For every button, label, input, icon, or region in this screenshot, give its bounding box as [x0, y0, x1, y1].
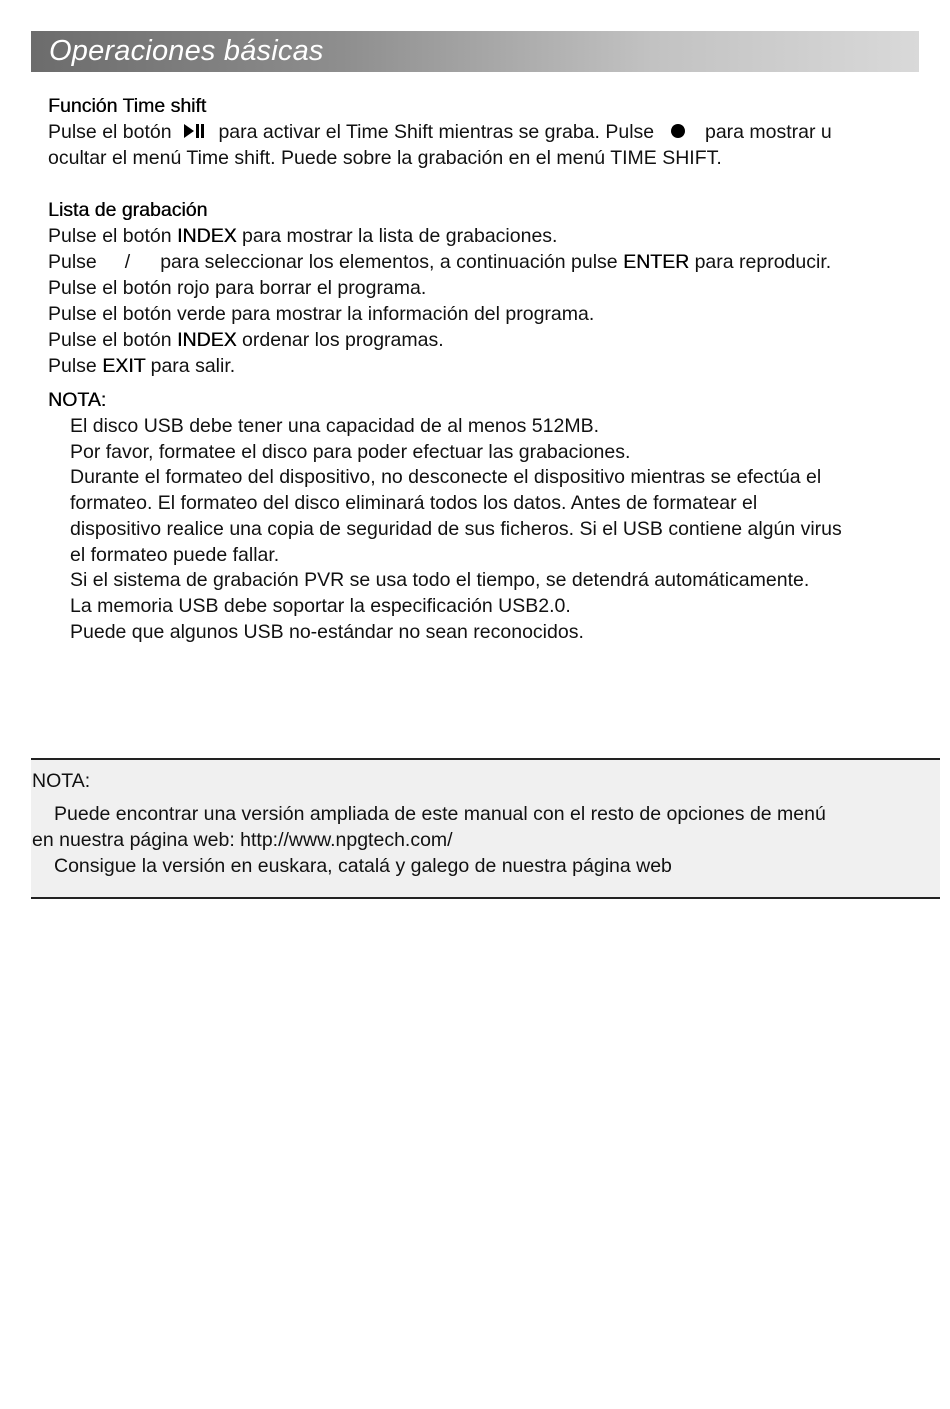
lista-line-1 [48, 224, 557, 248]
lista-line-5 [48, 328, 444, 352]
section-header-bar [31, 31, 919, 72]
timeshift-line-1 [48, 120, 832, 145]
lista-l5-b: ordenar los programas. [236, 329, 444, 351]
lista-l1-b: para mostrar la lista de grabaciones. [236, 225, 558, 247]
timeshift-line-2: ocultar el menú Time shift. Puede sobre la grabación en el menú TIME SHIFT. [48, 147, 722, 169]
nota-line: Puede que algunos USB no-estándar no sean reconocidos. [70, 621, 584, 643]
nota-line: Por favor, formatee el disco para poder efectuar las grabaciones. [70, 441, 631, 463]
lista-line-4: Pulse el botón verde para mostrar la información del programa. [48, 303, 595, 325]
lista-l6-a: Pulse [48, 355, 103, 377]
note-box-line: Consigue la versión en euskara, catalá y galego de nuestra página web [54, 855, 672, 877]
timeshift-heading: Función Time shift [48, 95, 207, 117]
timeshift-text-b: para activar el Time Shift mientras se graba. Pulse [218, 121, 655, 143]
lista-line-2 [48, 250, 831, 274]
lista-l5-a: Pulse el botón [48, 329, 178, 351]
section-title: Operaciones básicas [49, 35, 324, 67]
lista-l1-a: Pulse el botón [48, 225, 178, 247]
nota-line: Durante el formateo del dispositivo, no desconecte el dispositivo mientras se efectúa el [70, 466, 822, 488]
index-key: INDEX [177, 225, 237, 247]
note-box-line: en nuestra página web: http://www.npgtech.com/ [32, 829, 453, 851]
timeshift-text-c: para mostrar u [704, 121, 832, 143]
lista-l2-c: para reproducir. [689, 251, 832, 273]
enter-key: ENTER [623, 251, 690, 273]
play-pause-icon [183, 121, 205, 145]
nota-line: formateo. El formateo del disco eliminará todos los datos. Antes de formatear el [70, 492, 758, 514]
lista-line-3: Pulse el botón rojo para borrar el programa. [48, 277, 427, 299]
lista-l2-b: para seleccionar los elementos, a continuación pulse [160, 251, 624, 273]
note-box-heading: NOTA: [32, 770, 91, 792]
lista-l6-b: para salir. [145, 355, 236, 377]
nota-line: El disco USB debe tener una capacidad de al menos 512MB. [70, 415, 599, 437]
nota-heading: NOTA: [48, 389, 107, 411]
timeshift-text-a: Pulse el botón [48, 121, 172, 143]
lista-l2-a: Pulse [48, 251, 97, 273]
record-dot-icon [670, 121, 686, 145]
lista-line-6 [48, 354, 235, 378]
nota-line: el formateo puede fallar. [70, 544, 280, 566]
lista-heading: Lista de grabación [48, 199, 208, 221]
index-key-2: INDEX [177, 329, 237, 351]
nota-line: La memoria USB debe soportar la especificación USB2.0. [70, 595, 571, 617]
lista-l2-slash: / [124, 251, 131, 273]
nota-line: dispositivo realice una copia de seguridad de sus ficheros. Si el USB contiene algún virus [70, 518, 842, 540]
note-box-line: Puede encontrar una versión ampliada de este manual con el resto de opciones de menú [54, 803, 826, 825]
exit-key: EXIT [102, 355, 146, 377]
nota-line: Si el sistema de grabación PVR se usa todo el tiempo, se detendrá automáticamente. [70, 569, 810, 591]
